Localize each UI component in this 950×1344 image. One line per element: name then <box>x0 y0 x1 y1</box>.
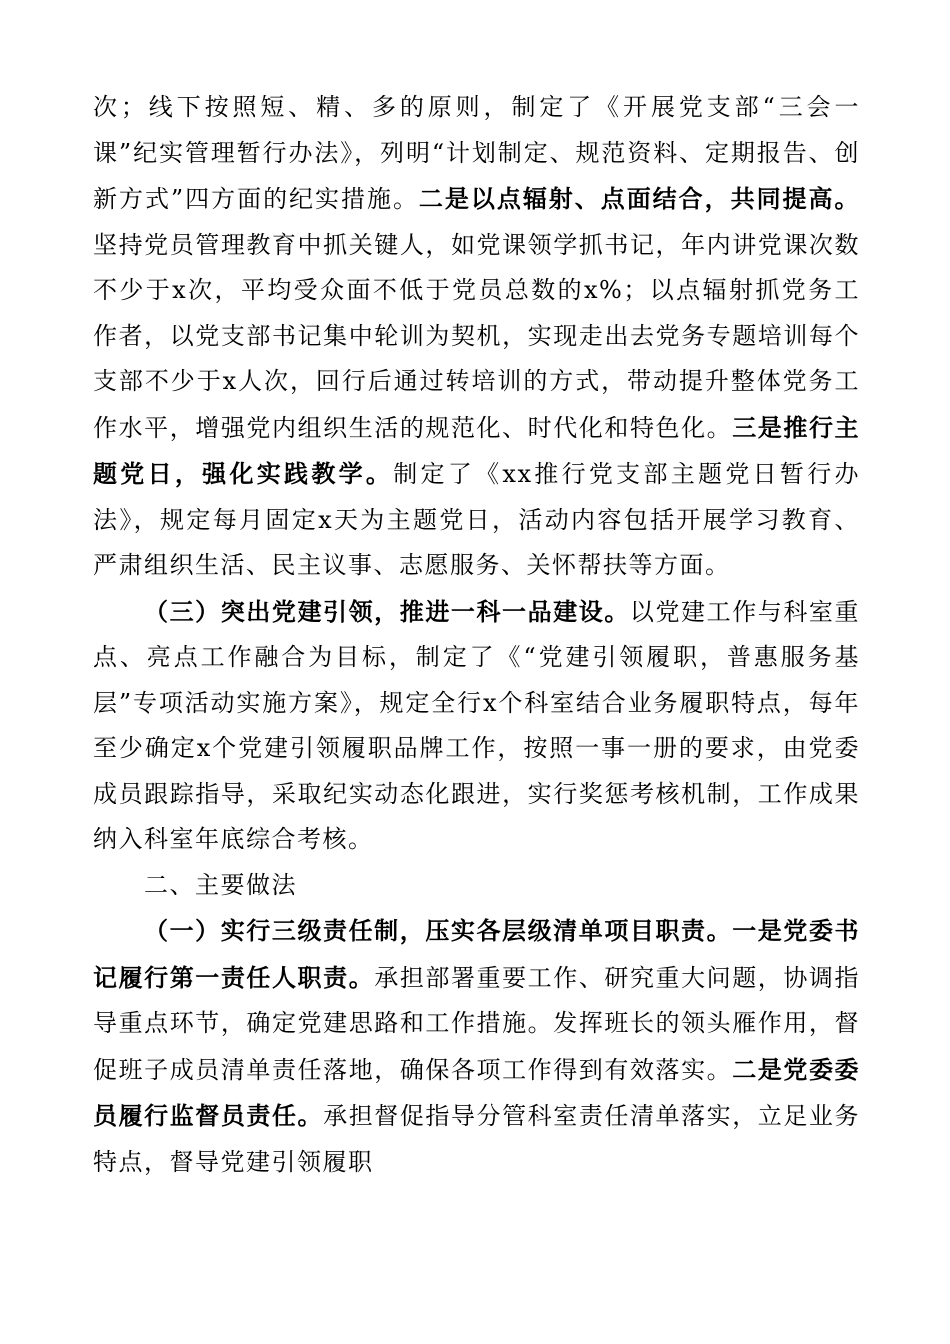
text-run: 制定了《xx推行党支部主题党日暂行办法》，规定每月固定x天为主题党日，活动内容包括开展学习教育、严肃组织生活、民主议事、志愿服务、关怀帮扶等方面。 <box>93 460 860 579</box>
paragraph-section-three <box>93 589 860 863</box>
text-run: 以党建工作与科室重点、亮点工作融合为目标，制定了《“党建引领履职，普惠服务基层”专项活动实施方案》，规定全行x个科室结合业务履职特点，每年至少确定x个党建引领履职品牌工作，按照一事一册的要求，由党委成员跟踪指导，采取纪实动态化跟进，实行奖惩考核机制，工作成果纳入科室年底综合考核。 <box>93 597 860 853</box>
bold-heading-run: （一）实行三级责任制，压实各层级清单项目职责。一是党委书记履行第一责任人职责。 <box>93 916 860 992</box>
bold-heading-run: 二是党委委员履行监督员责任。 <box>93 1054 861 1130</box>
text-run: 坚持党员管理教育中抓关键人，如党课领学抓书记，年内讲党课次数不少于x次，平均受众面不低于党员总数的x%；以点辐射抓党务工作者，以党支部书记集中轮训为契机，实现走出去党务专题培训每个支部不少于x人次，回行后通过转培训的方式，带动提升整体党务工作水平，增强党内组织生活的规范化、时代化和特色化。 <box>93 230 860 442</box>
document-page <box>93 85 860 1185</box>
text-run: 二、主要做法 <box>144 870 297 899</box>
section-heading-main-practices <box>93 863 860 909</box>
text-run: 次；线下按照短、精、多的原则，制定了《开展党支部“三会一课”纪实管理暂行办法》，列明“计划制定、规范资料、定期报告、创新方式”四方面的纪实措施。 <box>93 93 860 213</box>
bold-heading-run: 三是推行主题党日，强化实践教学。 <box>93 412 861 488</box>
paragraph-section-one <box>93 908 860 1185</box>
text-run: 承担督促指导分管科室责任清单落实，立足业务特点，督导党建引领履职 <box>93 1102 861 1176</box>
paragraph-continuation <box>93 85 860 589</box>
bold-heading-run: （三）突出党建引领，推进一科一品建设。 <box>144 596 630 626</box>
bold-heading-run: 二是以点辐射、点面结合，共同提高。 <box>418 184 860 213</box>
text-run: 承担部署重要工作、研究重大问题，协调指导重点环节，确定党建思路和工作措施。发挥班长的领头雁作用，督促班子成员清单责任落地，确保各项工作得到有效落实。 <box>93 963 861 1084</box>
